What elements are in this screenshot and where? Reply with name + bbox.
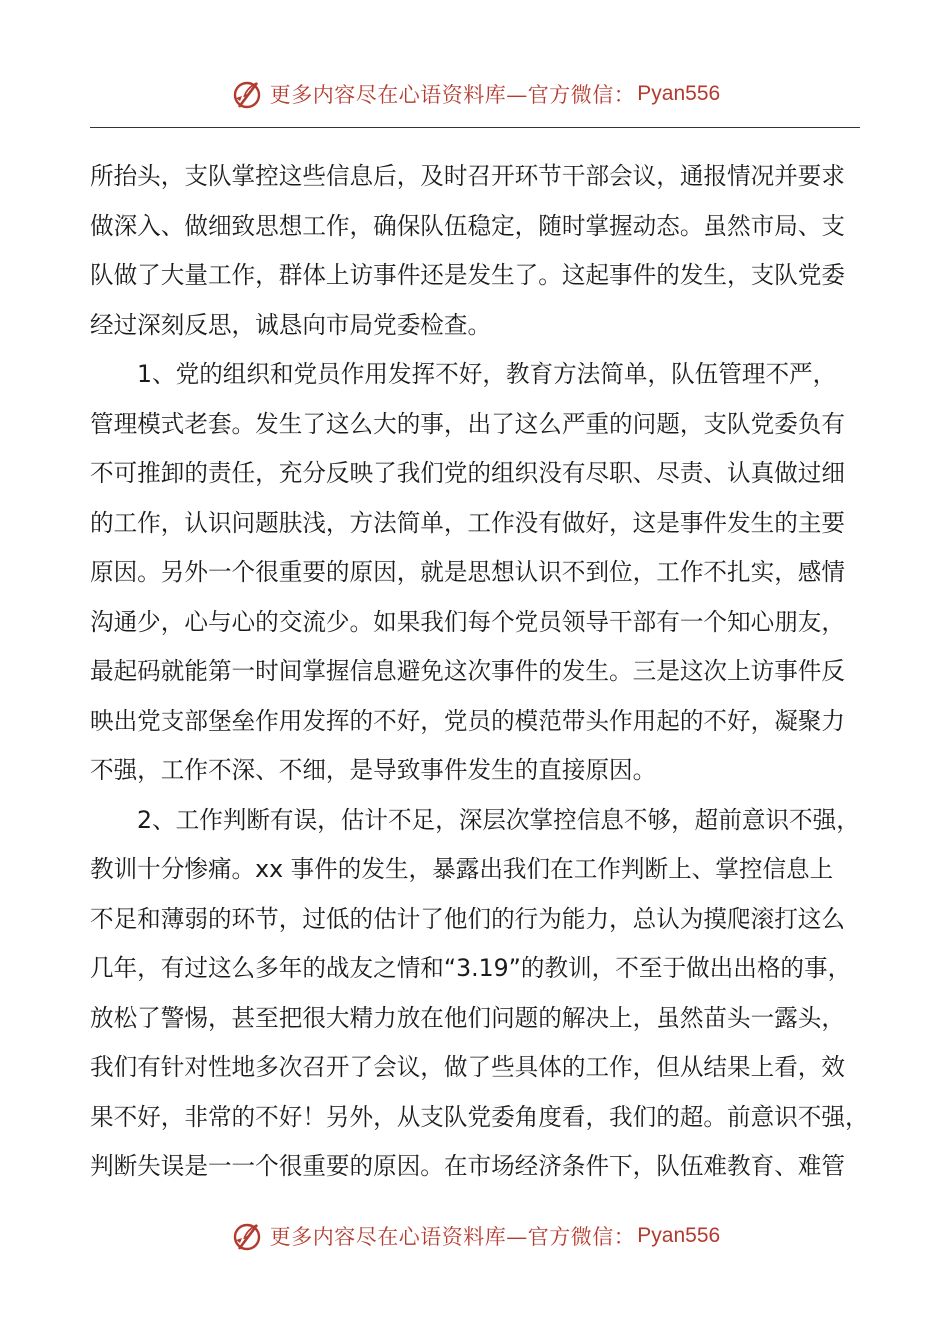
text-line: 做深入、做细致思想工作，确保队伍稳定，随时掌握动态。虽然市局、支 bbox=[90, 211, 845, 240]
footer-watermark bbox=[0, 1214, 950, 1258]
text-line: 不强，工作不深、不细，是导致事件发生的直接原因。 bbox=[90, 756, 657, 784]
footer-watermark-text: 更多内容尽在心语资料库—官方微信： bbox=[269, 1225, 636, 1249]
text-line: 不足和薄弱的环节，过低的估计了他们的行为能力，总认为摸爬滚打这么 bbox=[90, 904, 845, 933]
footer-watermark-handle: Pyan556 bbox=[637, 1224, 721, 1247]
header-watermark bbox=[0, 72, 950, 116]
text-line: 果不好，非常的不好！另外，从支队党委角度看，我们的超。前意识不强， bbox=[90, 1102, 869, 1131]
text-line: 判断失误是一一个很重要的原因。在市场经济条件下，队伍难教育、难管 bbox=[90, 1152, 845, 1180]
text-line: 1、党的组织和党员作用发挥不好，教育方法简单，队伍管理不严， bbox=[137, 360, 837, 388]
text-line: 我们有针对性地多次召开了会议，做了些具体的工作，但从结果上看，效 bbox=[90, 1053, 845, 1081]
text-line: 放松了警惕，甚至把很大精力放在他们问题的解决上，虽然苗头一露头， bbox=[90, 1003, 845, 1032]
text-line: 沟通少，心与心的交流少。如果我们每个党员领导干部有一个知心朋友， bbox=[90, 607, 845, 636]
text-line: 2、工作判断有误，估计不足，深层次掌控信息不够，超前意识不强， bbox=[137, 805, 860, 834]
text-line: 原因。另外一个很重要的原因，就是思想认识不到位，工作不扎实，感情 bbox=[90, 558, 845, 586]
text-line: 映出党支部堡垒作用发挥的不好，党员的模范带头作用起的不好，凝聚力 bbox=[90, 706, 845, 735]
feather-logo-icon bbox=[230, 77, 264, 111]
text-line: 几年，有过这么多年的战友之情和“3.19”的教训，不至于做出出格的事， bbox=[90, 954, 852, 982]
text-line: 队做了大量工作，群体上访事件还是发生了。这起事件的发生，支队党委 bbox=[90, 261, 845, 289]
text-line: 不可推卸的责任，充分反映了我们党的组织没有尽职、尽责、认真做过细 bbox=[90, 459, 845, 487]
text-line: 经过深刻反思，诚恳向市局党委检查。 bbox=[90, 310, 492, 339]
text-line: 教训十分惨痛。xx 事件的发生，暴露出我们在工作判断上、掌控信息上 bbox=[90, 855, 834, 883]
text-line: 的工作，认识问题肤浅，方法简单，工作没有做好，这是事件发生的主要 bbox=[90, 508, 845, 537]
header-watermark-text: 更多内容尽在心语资料库—官方微信： bbox=[269, 83, 636, 107]
document-body bbox=[90, 152, 870, 1192]
text-line: 最起码就能第一时间掌握信息避免这次事件的发生。三是这次上访事件反 bbox=[90, 657, 845, 685]
text-line: 所抬头，支队掌控这些信息后，及时召开环节干部会议，通报情况并要求 bbox=[90, 162, 845, 190]
header-divider bbox=[90, 127, 860, 128]
header-watermark-handle: Pyan556 bbox=[637, 82, 721, 105]
text-line: 管理模式老套。发生了这么大的事，出了这么严重的问题，支队党委负有 bbox=[90, 409, 845, 438]
feather-logo-icon bbox=[230, 1219, 264, 1253]
